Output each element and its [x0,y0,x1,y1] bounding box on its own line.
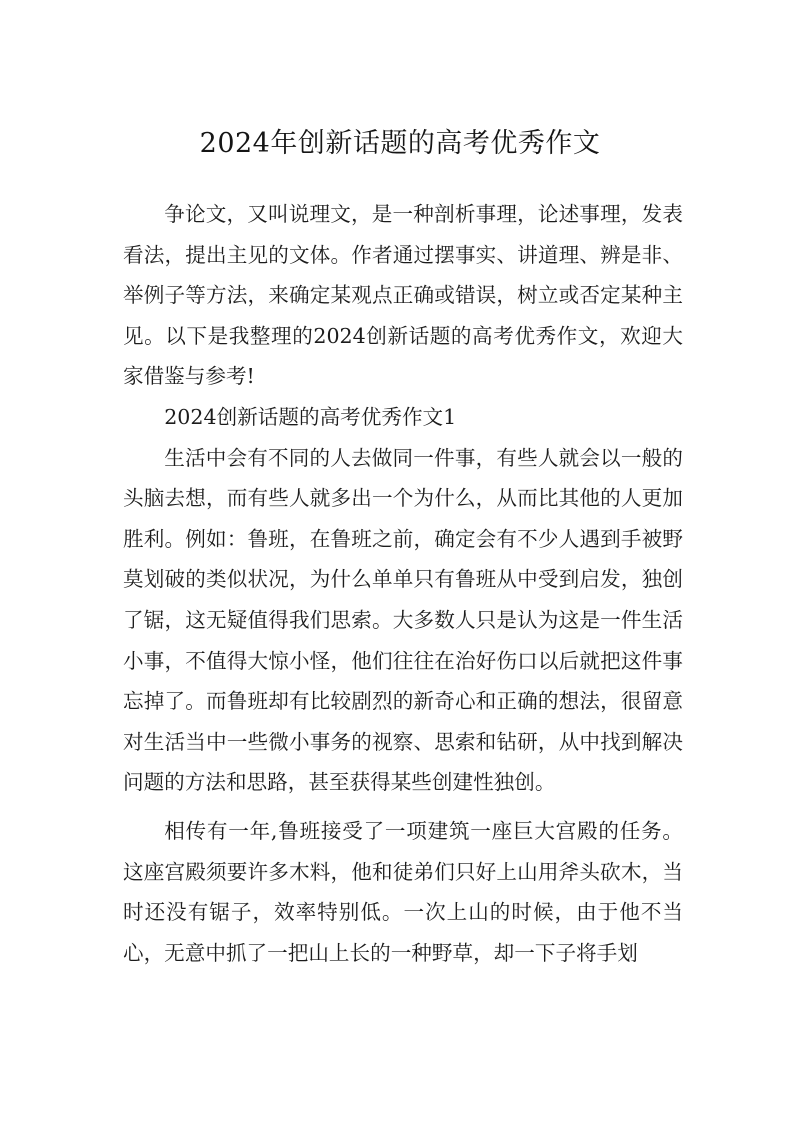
body-paragraph: 生活中会有不同的人去做同一件事，有些人就会以一般的头脑去想，而有些人就多出一个为什么，从而比其他的人更加胜利。例如：鲁班，在鲁班之前，确定会有不少人遇到手被野莫划破的类似状况，为什么单单只有鲁班从中受到启发，独创了锯，这无疑值得我们思索。大多数人只是认为这是一件生活小事，不值得大惊小怪，他们往往在治好伤口以后就把这件事忘掉了。而鲁班却有比较剧烈的新奇心和正确的想法，很留意对生活当中一些微小事务的视察、思索和钻研，从中找到解决问题的方法和思路，甚至获得某些创建性独创。 [123,445,683,795]
document-body [123,194,683,973]
essay-heading: 2024创新话题的高考优秀作文1 [164,404,457,429]
intro-paragraph: 争论文，又叫说理文，是一种剖析事理，论述事理，发表看法，提出主见的文体。作者通过摆事实、讲道理、辨是非、举例子等方法，来确定某观点正确或错误，树立或否定某种主见。以下是我整理的2024创新话题的高考优秀作文，欢迎大家借鉴与参考! [123,202,683,389]
body-paragraph: 相传有一年,鲁班接受了一项建筑一座巨大宫殿的任务。这座宫殿须要许多木料，他和徒弟们只好上山用斧头砍木，当时还没有锯子，效率特别低。一次上山的时候，由于他不当心，无意中抓了一把山上长的一种野草，却一下子将手划 [123,818,683,965]
document-title: 2024年创新话题的高考优秀作文 [199,128,601,159]
